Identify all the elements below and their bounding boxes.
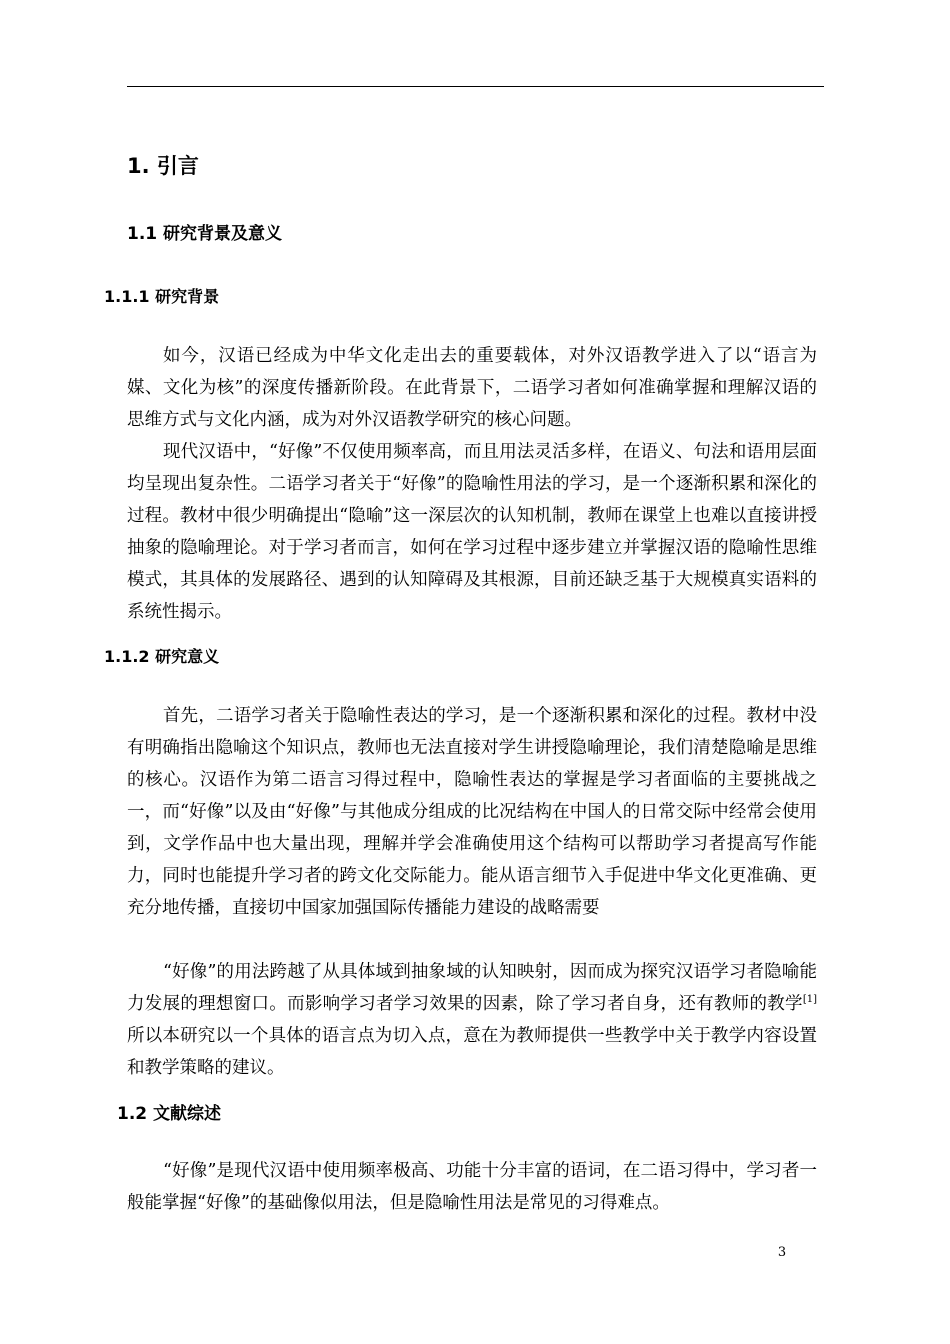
citation-reference[interactable]: [1] — [802, 994, 817, 1006]
section-heading-literature-review: 1.2 文献综述 — [117, 1104, 222, 1124]
paragraph-literature-1: “好像”是现代汉语中使用频率极高、功能十分丰富的语词，在二语习得中，学习者一般能掌握“好像”的基础像似用法，但是隐喻性用法是常见的习得难点。 — [127, 1161, 817, 1213]
page-number: 3 — [777, 1245, 787, 1260]
paragraph-background-1: 如今，汉语已经成为中华文化走出去的重要载体，对外汉语教学进入了以“语言为媒、文化为核”的深度传播新阶段。在此背景下，二语学习者如何准确掌握和理解汉语的思维方式与文化内涵，成为对外汉语教学研究的核心问题。 — [127, 346, 817, 430]
paragraph-significance-2-text: “好像”的用法跨越了从具体域到抽象域的认知映射，因而成为探究汉语学习者隐喻能力发展的理想窗口。而影响学习者学习效果的因素，除了学习者自身，还有教师的教学 — [127, 962, 817, 1014]
section-heading-background-significance: 1.1 研究背景及意义 — [127, 224, 283, 244]
paragraph-background-2: 现代汉语中，“好像”不仅使用频率高，而且用法灵活多样，在语义、句法和语用层面均呈现出复杂性。二语学习者关于“好像”的隐喻性用法的学习，是一个逐渐积累和深化的过程。教材中很少明确提出“隐喻”这一深层次的认知机制，教师在课堂上也难以直接讲授抽象的隐喻理论。对于学习者而言，如何在学习过程中逐步建立并掌握汉语的隐喻性思维模式，其具体的发展路径、遇到的认知障碍及其根源，目前还缺乏基于大规模真实语料的系统性揭示。 — [127, 442, 817, 622]
section-heading-introduction: 1. 引言 — [127, 154, 199, 178]
paragraph-significance-1: 首先，二语学习者关于隐喻性表达的学习，是一个逐渐积累和深化的过程。教材中没有明确指出隐喻这个知识点，教师也无法直接对学生讲授隐喻理论，我们清楚隐喻是思维的核心。汉语作为第二语言习得过程中，隐喻性表达的掌握是学习者面临的主要挑战之一，而“好像”以及由“好像”与其他成分组成的比况结构在中国人的日常交际中经常会使用到，文学作品中也大量出现，理解并学会准确使用这个结构可以帮助学习者提高写作能力，同时也能提升学习者的跨文化交际能力。能从语言细节入手促进中华文化更准确、更充分地传播，直接切中国家加强国际传播能力建设的战略需要 — [127, 706, 817, 918]
subsection-heading-significance: 1.1.2 研究意义 — [104, 647, 220, 666]
paragraph-significance-2-text-cont: 所以本研究以一个具体的语言点为切入点，意在为教师提供一些教学中关于教学内容设置和教学策略的建议。 — [127, 1026, 817, 1078]
subsection-heading-background: 1.1.1 研究背景 — [104, 287, 220, 306]
header-rule — [127, 86, 824, 87]
paragraph-significance-2 — [127, 956, 817, 1084]
